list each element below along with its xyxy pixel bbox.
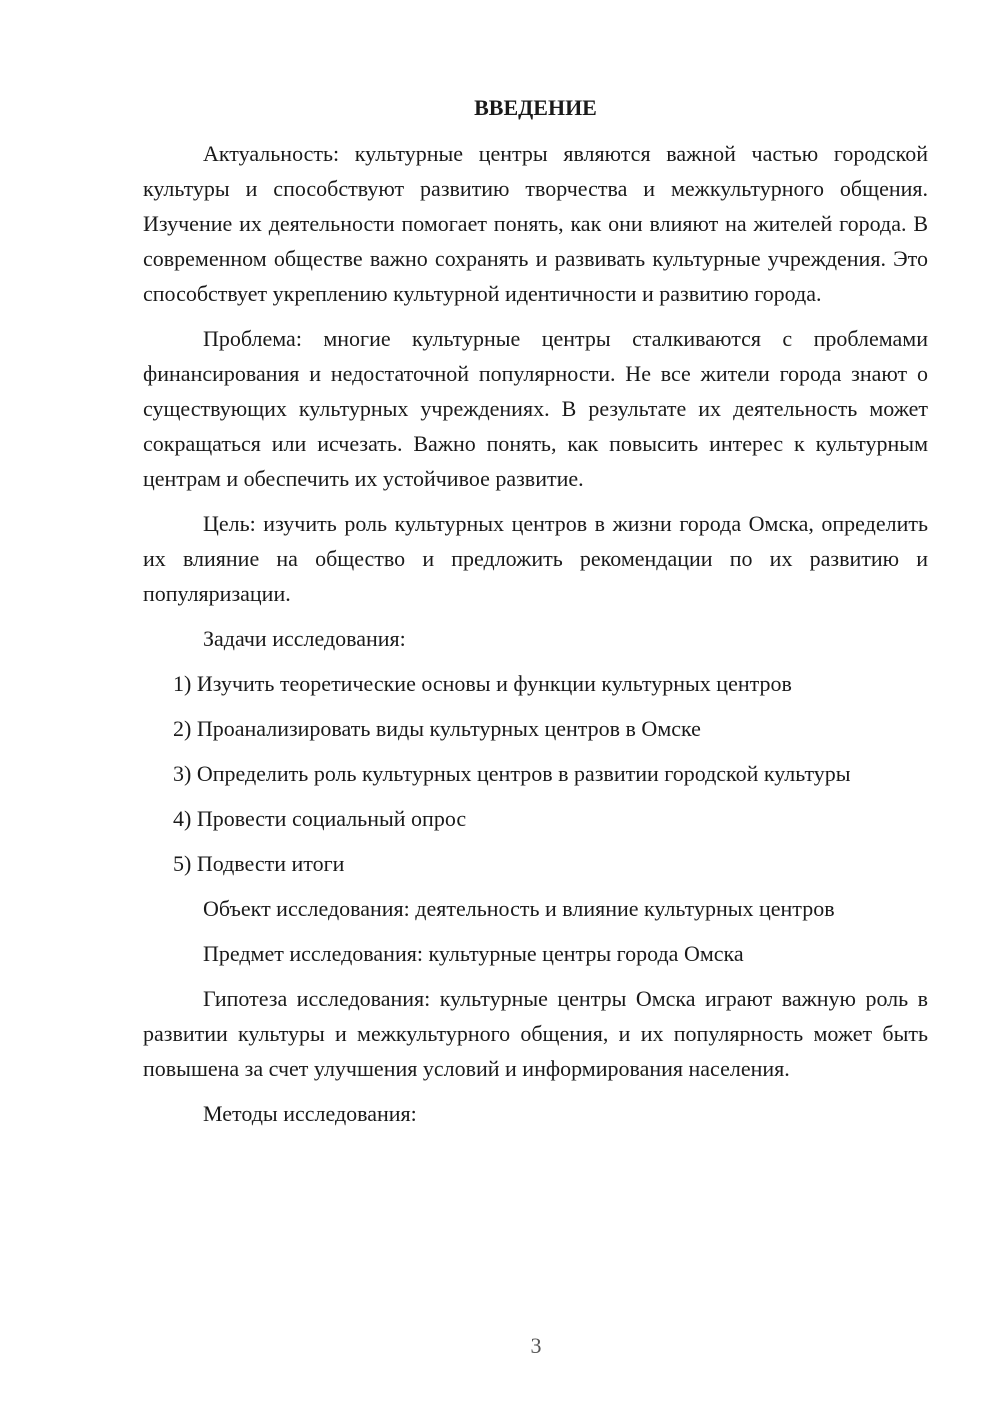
task-item: 3) Определить роль культурных центров в развитии городской культуры	[173, 761, 851, 786]
relevance-paragraph: Актуальность: культурные центры являются важной частью городской культуры и способствуют развитию творчества и межкультурного общения. Изучение их деятельности помогает понять, как они влияют на жителей города. В современном обществе важно сохранять и развивать культурные учреждения. Это способствует укреплению культурной идентичности и развитию города.	[143, 141, 928, 306]
methods-heading: Методы исследования:	[203, 1101, 417, 1126]
page-number: 3	[530, 1333, 542, 1358]
object-line: Объект исследования: деятельность и влияние культурных центров	[203, 896, 835, 921]
task-item: 4) Провести социальный опрос	[173, 806, 467, 831]
problem-paragraph: Проблема: многие культурные центры сталкиваются с проблемами финансирования и недостаточной популярности. Не все жители города знают о существующих культурных учреждениях. В результате их деятельность может сокращаться или исчезать. Важно понять, как повысить интерес к культурным центрам и обеспечить их устойчивое развитие.	[143, 326, 928, 491]
task-item: 2) Проанализировать виды культурных центров в Омске	[173, 716, 701, 741]
tasks-heading: Задачи исследования:	[203, 626, 406, 651]
subject-line: Предмет исследования: культурные центры города Омска	[203, 941, 744, 966]
section-title: ВВЕДЕНИЕ	[474, 95, 597, 120]
goal-paragraph: Цель: изучить роль культурных центров в жизни города Омска, определить их влияние на общество и предложить рекомендации по их развитию и популяризации.	[143, 511, 928, 606]
task-item: 5) Подвести итоги	[173, 851, 345, 876]
document-page	[143, 88, 928, 1141]
task-item: 1) Изучить теоретические основы и функции культурных центров	[173, 671, 792, 696]
hypothesis-paragraph: Гипотеза исследования: культурные центры Омска играют важную роль в развитии культуры и межкультурного общения, и их популярность может быть повышена за счет улучшения условий и информирования населения.	[143, 986, 928, 1081]
